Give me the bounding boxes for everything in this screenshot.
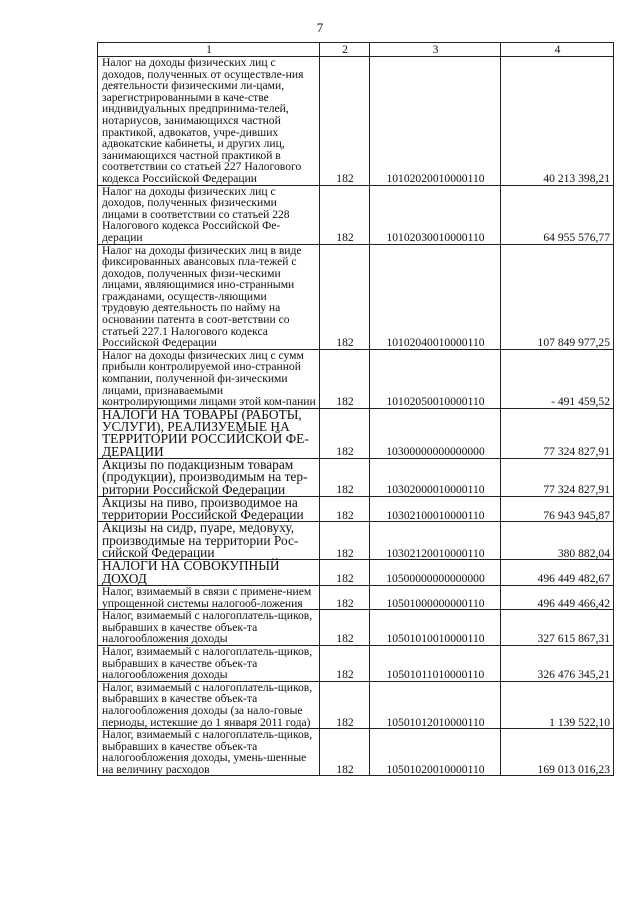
table-row <box>98 522 614 560</box>
table-row <box>98 185 614 244</box>
row-admin-code-cell: 182 <box>320 408 370 458</box>
row-amount-cell: - 491 459,52 <box>501 349 614 408</box>
table-row <box>98 729 614 776</box>
row-name-cell: Налог на доходы физических лиц в виде фиксированных авансовых пла-тежей с доходов, полученных физи-ческими лицами, являющимися ино-странными гражданами, осуществ-ляющими трудовую деятельность по найму на основании патента в соот-ветствии со статьей 227.1 Налогового кодекса Российской Федерации <box>98 244 320 349</box>
table-row <box>98 645 614 681</box>
row-name-cell: НАЛОГИ НА СОВОКУПНЫЙ ДОХОД <box>98 560 320 586</box>
row-name-cell: Налог на доходы физических лиц с доходов, полученных от осуществле-ния деятельности физическими ли-цами, зарегистрированными в каче-стве индивидуальных предпринима-телей, нотариусов, занимающихся частной практикой, адвокатов, учре-дивших адвокатские кабинеты, и других лиц, занимающихся частной практикой в соответствии со статьей 227 Налогового кодекса Российской Федерации <box>98 57 320 186</box>
column-header-3: 3 <box>370 43 501 57</box>
row-admin-code-cell: 182 <box>320 729 370 776</box>
row-amount-cell: 326 476 345,21 <box>501 645 614 681</box>
row-amount-cell: 1 139 522,10 <box>501 681 614 728</box>
row-amount-cell: 496 449 482,67 <box>501 560 614 586</box>
row-amount-cell: 107 849 977,25 <box>501 244 614 349</box>
row-admin-code-cell: 182 <box>320 681 370 728</box>
column-header-1: 1 <box>98 43 320 57</box>
row-name-cell: Акцизы на сидр, пуаре, медовуху, производимые на территории Рос-сийской Федерации <box>98 522 320 560</box>
row-budget-code-cell: 10300000000000000 <box>370 408 501 458</box>
row-name-cell: Налог, взимаемый с налогоплатель-щиков, выбравших в качестве объек-та налогообложения доходы <box>98 645 320 681</box>
row-amount-cell: 64 955 576,77 <box>501 185 614 244</box>
table-row <box>98 57 614 186</box>
row-amount-cell: 169 013 016,23 <box>501 729 614 776</box>
table-row <box>98 560 614 586</box>
table-row <box>98 459 614 497</box>
row-amount-cell: 327 615 867,31 <box>501 610 614 646</box>
row-admin-code-cell: 182 <box>320 522 370 560</box>
row-name-cell: Налог, взимаемый в связи с примене-нием упрощенной системы налогооб-ложения <box>98 585 320 609</box>
row-admin-code-cell: 182 <box>320 585 370 609</box>
row-budget-code-cell: 10102030010000110 <box>370 185 501 244</box>
row-admin-code-cell: 182 <box>320 459 370 497</box>
row-amount-cell: 76 943 945,87 <box>501 496 614 522</box>
row-budget-code-cell: 10501010010000110 <box>370 610 501 646</box>
table-body <box>98 57 614 776</box>
row-budget-code-cell: 10302120010000110 <box>370 522 501 560</box>
row-name-cell: Акцизы по подакцизным товарам (продукции), производимым на тер-ритории Российской Федерации <box>98 459 320 497</box>
row-budget-code-cell: 10102050010000110 <box>370 349 501 408</box>
row-budget-code-cell: 10302100010000110 <box>370 496 501 522</box>
table-header-row <box>98 43 614 57</box>
row-admin-code-cell: 182 <box>320 244 370 349</box>
row-admin-code-cell: 182 <box>320 496 370 522</box>
table-row <box>98 610 614 646</box>
row-budget-code-cell: 10102020010000110 <box>370 57 501 186</box>
row-name-cell: Налог, взимаемый с налогоплатель-щиков, выбравших в качестве объек-та налогообложения доходы, умень-шенные на величину расходов <box>98 729 320 776</box>
table-row <box>98 408 614 458</box>
row-amount-cell: 40 213 398,21 <box>501 57 614 186</box>
row-admin-code-cell: 182 <box>320 185 370 244</box>
revenue-table <box>97 42 614 776</box>
row-budget-code-cell: 10501012010000110 <box>370 681 501 728</box>
page-number: 7 <box>316 20 324 35</box>
row-budget-code-cell: 10500000000000000 <box>370 560 501 586</box>
row-name-cell: Налог на доходы физических лиц с доходов, полученных физическими лицами в соответствии со статьей 228 Налогового кодекса Российской Фе-дерации <box>98 185 320 244</box>
column-header-4: 4 <box>501 43 614 57</box>
row-admin-code-cell: 182 <box>320 645 370 681</box>
table-row <box>98 585 614 609</box>
row-name-cell: НАЛОГИ НА ТОВАРЫ (РАБОТЫ, УСЛУГИ), РЕАЛИЗУЕМЫЕ НА ТЕРРИТОРИИ РОССИЙСКОЙ ФЕ-ДЕРАЦИИ <box>98 408 320 458</box>
table-row <box>98 349 614 408</box>
table-row <box>98 681 614 728</box>
row-admin-code-cell: 182 <box>320 560 370 586</box>
row-name-cell: Налог, взимаемый с налогоплатель-щиков, выбравших в качестве объек-та налогообложения доходы (за нало-говые периоды, истекшие до 1 января 2011 года) <box>98 681 320 728</box>
row-budget-code-cell: 10302000010000110 <box>370 459 501 497</box>
table-row <box>98 244 614 349</box>
row-name-cell: Налог, взимаемый с налогоплатель-щиков, выбравших в качестве объек-та налогообложения доходы <box>98 610 320 646</box>
row-admin-code-cell: 182 <box>320 57 370 186</box>
row-budget-code-cell: 10102040010000110 <box>370 244 501 349</box>
row-amount-cell: 77 324 827,91 <box>501 408 614 458</box>
row-name-cell: Акцизы на пиво, производимое на территории Российской Федерации <box>98 496 320 522</box>
column-header-2: 2 <box>320 43 370 57</box>
table-row <box>98 496 614 522</box>
row-budget-code-cell: 10501000000000110 <box>370 585 501 609</box>
row-admin-code-cell: 182 <box>320 349 370 408</box>
row-budget-code-cell: 10501011010000110 <box>370 645 501 681</box>
row-budget-code-cell: 10501020010000110 <box>370 729 501 776</box>
row-amount-cell: 380 882,04 <box>501 522 614 560</box>
row-name-cell: Налог на доходы физических лиц с сумм прибыли контролируемой ино-странной компании, полученной фи-зическими лицами, признаваемыми контролирующими лицами этой ком-пании <box>98 349 320 408</box>
row-amount-cell: 77 324 827,91 <box>501 459 614 497</box>
row-amount-cell: 496 449 466,42 <box>501 585 614 609</box>
row-admin-code-cell: 182 <box>320 610 370 646</box>
